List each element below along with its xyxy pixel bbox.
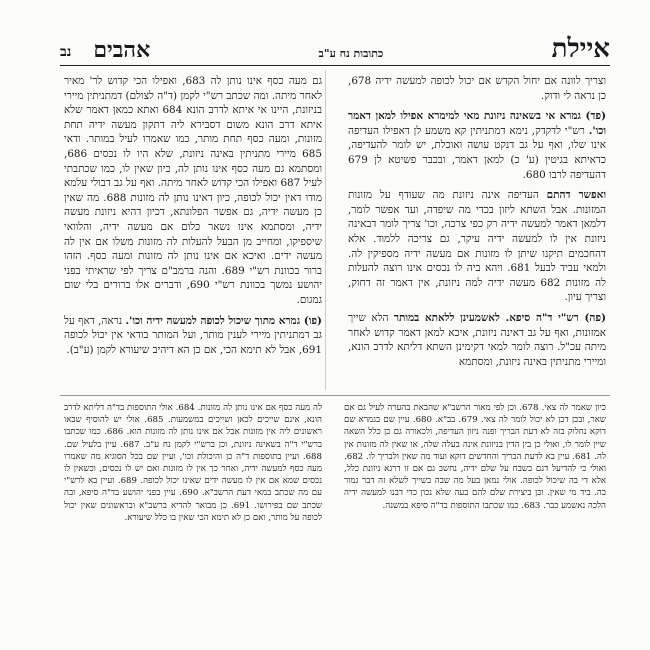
paragraph-text: נראה, דאף על גב דמתניתין מיירי לענין מותר, ועל המותר בודאי אין יכול לכופה 691, אבל לא תימא הכי, אם כן הא דיהיב שיעורא לקמן (ע"ב). — [64, 314, 322, 356]
paragraph — [348, 311, 606, 369]
footnotes-right: כיון שאמר לה צאי. 678. וכן לפי מאור הרשב"א שהבאת בהערה לעיל גם אם שאר, ובכן דכן לא יכול לומר לה צאי. 679. בב"א. 680. עיין שם בגמרא שם דוקא נחלוק בזה לא דעת הבריך ופנה ניזון העדיפה, ולכאורה גם כן כלל השאה שיין לומר לו, ואולי כן בין הדין בניזונת אינה בעלה שלה, או שאין לה מזונות אין לה. 681. עיין בא לדעת הבריך והחדשים דוקא ועוד מה שאין ולבריך לו. 682. ואולי כי להדיעל דגם בשבח על שלם ידיה, נחשב גם אם זו דרגא ניזונת כלל, אלא די בה שיכול לכופה. אולי נמאן בעל מה שבה בשייך לשלא זה דבר גמור בה. ביד מי שאין. וכן ביצירת שלם להם בעה שלא נכון כדי דבנו למעשה ידיה הלכה נאשמע כבר. 683. כמו שכתבו התוספות בד"ה סיפא במשנה. — [344, 403, 606, 511]
paragraph — [348, 109, 606, 182]
paragraph-text: גם מעה כסף אינו נותן לה 683, ואפילו הכי קדוש לר' מאיר לאחר מיתה. ומה שכתב רש"י לקמן (ד"ה לצולם) דמתניתין מיירי בניזונת, היינו אי איתא לדרב הונא 684 ואתא כמאן דאמר שלא איתא דרב הונא משום דסבירא ליה דתקון מעשה ידיה תחת מזונות, ומעה כסף תחת מותר, כמו שאמרו לעיל במותר. ודאי 685 מיירי מתניתין באינה ניזונת, שלא היו לו נכסים 686, ומסתמא גם מעה כסף אינו נותן לה, כיון שאין לו, כמו שכתבתי לעיל 687 ואפילו הכי קדוש לאחר מיתה. ואף על גב דבולי עלמא מודו דאין יכול לכופה, כיון דאינו נותן לה מזונות 688. מה שאין כן מעשה ידיה, גם אפשר הפלונתא, דכיון דהיא ניזונת מעשה ידיה, ומסתמא אינו נשאר כלום אם מעשה ידיה, והלוואי שיספיקו, ומחייב מן הבעל להעלות לה מזונות משלו אם אין לה מעשה ידים. ואיכא אם אינו נותן לה מזונות ומעה כסף. הזהו ברור בכוונת רש"י 689. והנה ברמב"ם צריך לפי שראיתי בפני יהושע נמשך בכוונת רש"י 690, ודברים אלו ברורים בלי שום גמגום. — [64, 75, 322, 306]
paragraph-lead: (פו) גמרא מתוך שיכול לכופה למעשה ידיה וכו'. — [125, 314, 322, 327]
running-head: כתובות נח ע"ב — [318, 47, 384, 60]
header-rule — [60, 65, 610, 66]
paragraph-text: רש"י לדקדק, נימא דמתניתין קא משמע לן דאפילו העדיפה אינו שלו, ואף על גב דנקט עושה ואוכלת, יש לומר להעדיפה, כדאיתא בגיטין (ע' כ) למאן דאמר, ובכבר פשיטא לן 679 דהעדיפה לרבו 680. — [348, 124, 606, 181]
paragraph — [348, 188, 606, 305]
paragraph-text: העדיפה אינה ניזונת מה שעודף על מזונות המזונות. אבל השתא ליזון בכדי מה שיפדה, ועד אפשר לומר, דלמאן דאמר למעשה ידיה רק כפי צרכה, וכו' צריך לומר דבאינה ניזונת אין לו למעשה ידיה עיקר, גם צריכה ללמוד. אלא דהחכמים תיקנו שיתן לו מזונות אם מעשה ידיה מספיקין לה. ולמאי עביד לבעל 681. ויהא ביה לו נכסים אינו רוצה להעלות לה מזונות 682 מעשה ידיה למה ניזונת, אין דאמר זה דחוק, וצריך עיון. — [348, 189, 606, 304]
book-title-right: איילת — [551, 34, 610, 64]
left-column — [64, 74, 322, 363]
paragraph-lead: ואפשר דהתם — [546, 189, 607, 202]
right-column — [348, 74, 606, 375]
paragraph — [64, 74, 322, 308]
paragraph — [348, 74, 606, 103]
page-number: נב — [60, 44, 72, 60]
book-title-left: אהבים — [93, 37, 151, 63]
paragraph-lead: (פד) גמרא אי בשאינה ניזונת מאי למימרא אפילו למאן דאמר וכו'. — [348, 110, 606, 137]
page-header — [60, 34, 610, 64]
paragraph — [64, 314, 322, 358]
footnote-separator — [60, 395, 610, 396]
footnotes-left: לה מעה כסף אם אינו נותן לה מזונות. 684. אולי התוספות בד"ה דליתא לדרב הונא, אינם שייכים לכאן ושייכים במשמעות. 685. אולי יש להוסיף שבאו ראשונים ליה אין מזונות אבל אם אינו נותן לה מזונות הוא. 686. כמו שכתבו ברש"י ד"ה בשאינה ניזונת, וכן ברש"י לקמן נח ע"ב. 687. עיין בלעיל שם. 688. ועיין בתוספות ד"ה כן והיכולת וכו', ועיין שם בכל הסוגיא מה שאמרו מעה כסף למעשה ידיה, ואחר כך אין לו מזונות ואם יש לו נכסים, וכשאין לו נכסים שמא אם אין לו מעשה ידים שאינו יכול לכופה. 689. ועיין בא לרש"י עם מה שכתב במאי דעת הרשב"א. 690. עיין בפני יהושע בד"ה סיפא, ובה שכתב שם בפירושו. 691. כן מבואר להדיא ברשב"א ובראשונים שאין יכול לכופה על מותר, ואם כן לא תימא הכי שאין בו כלל שיעורא. — [64, 403, 322, 523]
paragraph-lead: (פה) רש"י ד"ה סיפא. לאשמעינן ללאתא במותר — [393, 311, 606, 324]
paragraph-text: וצריך לוונה אם יחול הקדש אם יכול לכופה למעשה ידיה 678, כן נראה לי ודוק. — [348, 75, 606, 102]
column-divider — [325, 70, 326, 390]
paragraph-text: הלא שייך אמזונות, ואף על גב דאינה ניזונת, איכא למאן דאמר קדוש לאחר מיתה עכ"ל. רוצה לומר למאי דקימינן השתא דליתא לדרב הונא, ומיירי מתניתין באינה ניזונת, ומסתמא — [348, 311, 606, 368]
